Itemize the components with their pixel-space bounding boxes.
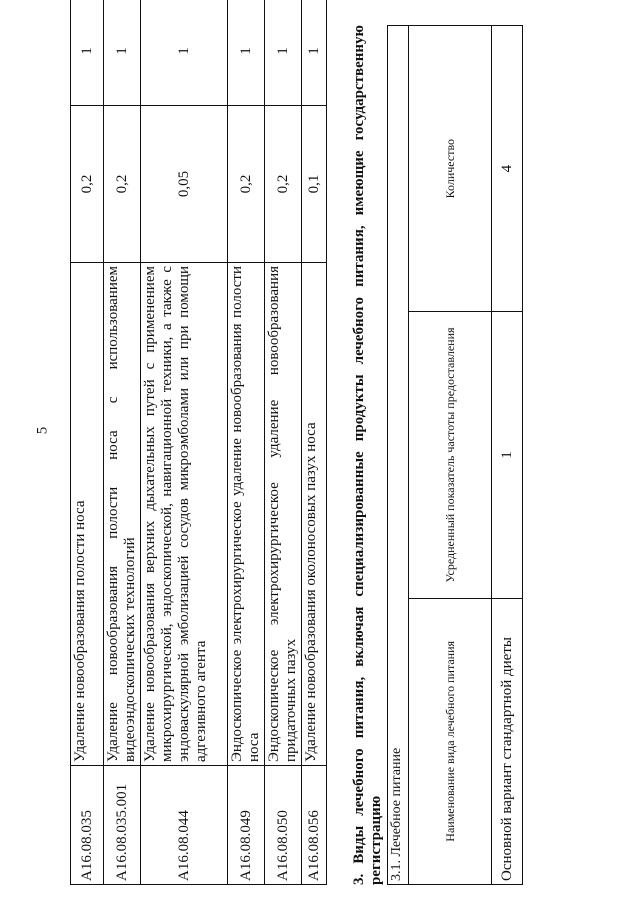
- procedure-multiplicity: 1: [302, 0, 327, 106]
- table-row: [71, 0, 104, 885]
- procedure-frequency: 0,05: [141, 106, 228, 263]
- section-heading: 3. Виды лечебного питания, включая специализированные продукты лечебного питания, имеющие государственную регистрацию: [351, 25, 384, 885]
- diet-name: Основной вариант стандартной диеты: [492, 598, 523, 884]
- procedure-frequency: 0,2: [104, 106, 141, 263]
- table-row: [228, 0, 265, 885]
- procedures-table: [70, 0, 327, 885]
- rotated-content: [70, 25, 520, 885]
- procedure-multiplicity: 1: [71, 0, 104, 106]
- table-caption: 3.1. Лечебное питание: [388, 26, 409, 885]
- procedure-name: Удаление новообразования верхних дыхательных путей с применением микрохирургической, эндоскопической, навигационной техники, а также с эндоваскулярной эмболизацией сосудов микроэмболами или при помощи адгезивного агента: [141, 263, 228, 766]
- nutrition-table: [387, 25, 523, 885]
- procedure-name: Удаление новообразования полости носа с использованием видеоэндоскопических технологий: [104, 263, 141, 766]
- procedure-frequency: 0,2: [71, 106, 104, 263]
- diet-frequency: 1: [492, 312, 523, 598]
- header-frequency: Усредненный показатель частоты предоставления: [409, 312, 492, 598]
- procedure-frequency: 0,2: [265, 106, 302, 263]
- procedure-name: Эндоскопическое электрохирургическое удаление новообразования полости носа: [228, 263, 265, 766]
- procedure-name: Удаление новообразования околоносовых пазух носа: [302, 263, 327, 766]
- procedure-frequency: 0,1: [302, 106, 327, 263]
- procedure-multiplicity: 1: [265, 0, 302, 106]
- procedure-code: A16.08.035.001: [104, 766, 141, 885]
- procedure-code: A16.08.049: [228, 766, 265, 885]
- header-name: Наименование вида лечебного питания: [409, 598, 492, 884]
- procedure-multiplicity: 1: [141, 0, 228, 106]
- page-number: 5: [34, 426, 51, 435]
- procedure-name: Эндоскопическое электрохирургическое удаление новообразования придаточных пазух: [265, 263, 302, 766]
- procedure-code: A16.08.056: [302, 766, 327, 885]
- procedure-code: A16.08.050: [265, 766, 302, 885]
- table-row: [265, 0, 302, 885]
- table-row: [141, 0, 228, 885]
- procedure-multiplicity: 1: [104, 0, 141, 106]
- procedure-name: Удаление новообразования полости носа: [71, 263, 104, 766]
- table-row: [492, 26, 523, 885]
- header-quantity: Количество: [409, 26, 492, 312]
- table-row: [104, 0, 141, 885]
- table-header-row: [409, 26, 492, 885]
- diet-quantity: 4: [492, 26, 523, 312]
- procedure-frequency: 0,2: [228, 106, 265, 263]
- procedure-multiplicity: 1: [228, 0, 265, 106]
- procedure-code: A16.08.044: [141, 766, 228, 885]
- table-row: [302, 0, 327, 885]
- procedure-code: A16.08.035: [71, 766, 104, 885]
